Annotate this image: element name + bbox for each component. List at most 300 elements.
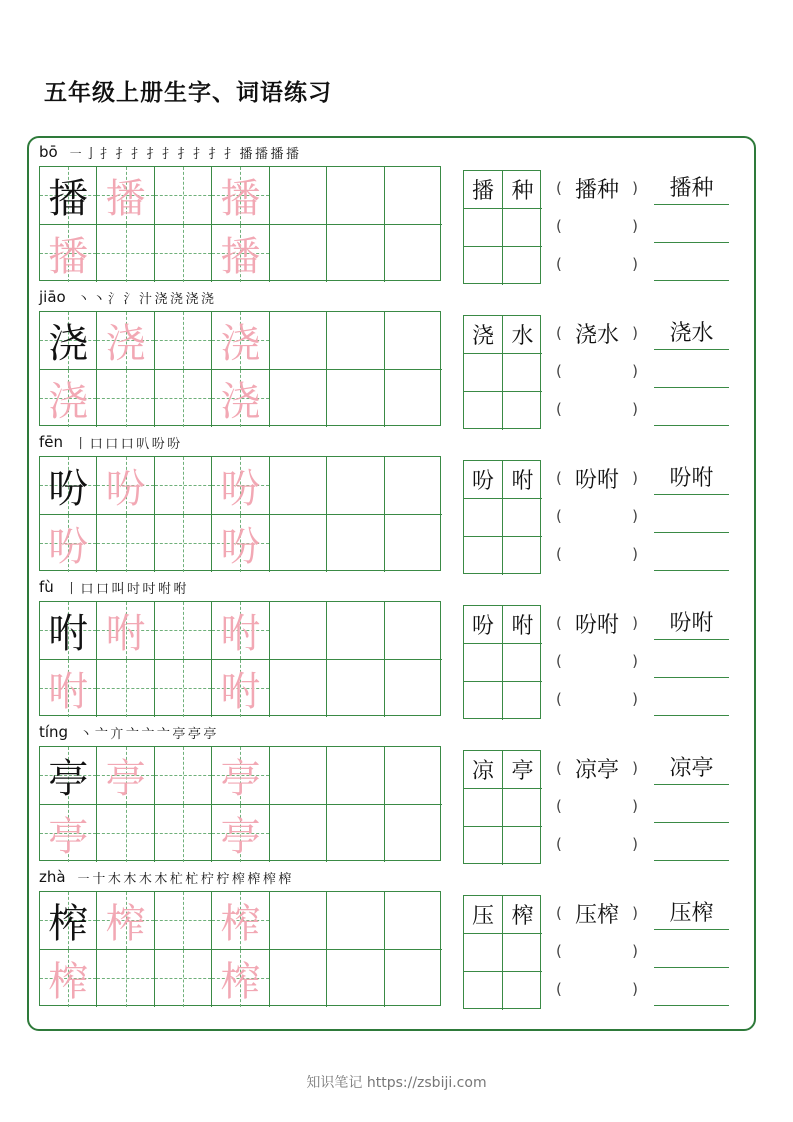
model-character: 榨 xyxy=(48,900,89,947)
stroke-step: 榨 xyxy=(262,871,276,887)
writing-cell[interactable] xyxy=(327,660,384,718)
word-cell[interactable] xyxy=(464,461,503,499)
paren-open: ( xyxy=(556,362,562,380)
stroke-step: 柠 xyxy=(200,871,214,887)
trace-character: 吩 xyxy=(48,523,89,570)
trace-character: 浇 xyxy=(220,378,261,425)
stroke-step: 口 xyxy=(105,436,119,452)
stroke-step: 叭 xyxy=(136,436,150,452)
writing-cell[interactable] xyxy=(97,167,154,225)
stroke-step: 丶 xyxy=(79,726,93,742)
paren-answer[interactable] xyxy=(556,315,638,351)
stroke-step: 榨 xyxy=(231,871,245,887)
answer-line[interactable] xyxy=(654,242,729,243)
writing-cell[interactable] xyxy=(270,747,327,805)
writing-cell[interactable] xyxy=(270,167,327,225)
pinyin-stroke-row xyxy=(39,720,218,744)
word-character: 凉 xyxy=(471,759,494,784)
writing-cell[interactable] xyxy=(327,225,384,283)
writing-cell[interactable] xyxy=(212,515,269,573)
stroke-step: 浇 xyxy=(169,291,183,307)
paren-open: ( xyxy=(556,400,562,418)
stroke-step: 木 xyxy=(138,871,152,887)
stroke-step: 口 xyxy=(89,436,103,452)
word-cell[interactable] xyxy=(464,247,503,285)
paren-answer[interactable] xyxy=(556,681,638,717)
writing-cell[interactable] xyxy=(40,457,97,515)
stroke-step: 十 xyxy=(92,871,106,887)
paren-answer[interactable] xyxy=(556,971,638,1007)
stroke-step: 叫 xyxy=(111,581,125,597)
trace-character: 播 xyxy=(105,175,146,222)
stroke-step: 木 xyxy=(107,871,121,887)
word-cell[interactable] xyxy=(503,896,542,934)
writing-cell[interactable] xyxy=(97,892,154,950)
paren-close: ) xyxy=(632,545,638,563)
writing-cell[interactable] xyxy=(270,602,327,660)
paren-open: ( xyxy=(556,255,562,273)
paren-close: ) xyxy=(632,362,638,380)
trace-character: 榨 xyxy=(105,900,146,947)
stroke-step: 亠 xyxy=(141,726,155,742)
writing-cell[interactable] xyxy=(212,892,269,950)
word-character: 吩 xyxy=(471,614,494,639)
writing-cell[interactable] xyxy=(270,515,327,573)
stroke-step: 扌 xyxy=(130,146,144,162)
paren-close: ) xyxy=(632,255,638,273)
word-cell[interactable] xyxy=(503,606,542,644)
writing-cell[interactable] xyxy=(385,805,442,863)
writing-cell[interactable] xyxy=(155,747,212,805)
word-character: 咐 xyxy=(511,614,534,639)
paren-close: ) xyxy=(632,614,638,632)
stroke-step: 木 xyxy=(123,871,137,887)
stroke-step: 扌 xyxy=(223,146,237,162)
pinyin-label: fēn xyxy=(39,433,64,451)
writing-cell[interactable] xyxy=(40,805,97,863)
writing-cell[interactable] xyxy=(155,167,212,225)
writing-cell[interactable] xyxy=(97,602,154,660)
word-cell[interactable] xyxy=(503,789,542,827)
writing-cell[interactable] xyxy=(40,660,97,718)
writing-cell[interactable] xyxy=(40,225,97,283)
underline-word: 吩咐 xyxy=(654,603,729,640)
stroke-step: 浇 xyxy=(200,291,214,307)
writing-cell[interactable] xyxy=(327,312,384,370)
paren-answer[interactable] xyxy=(556,605,638,641)
writing-cell[interactable] xyxy=(212,805,269,863)
paren-answer[interactable] xyxy=(556,826,638,862)
writing-cell[interactable] xyxy=(212,225,269,283)
writing-cell[interactable] xyxy=(212,167,269,225)
paren-answer[interactable] xyxy=(556,895,638,931)
stroke-step: 亠 xyxy=(94,726,108,742)
writing-cell[interactable] xyxy=(40,167,97,225)
word-cell[interactable] xyxy=(464,751,503,789)
writing-cell[interactable] xyxy=(270,805,327,863)
practice-grid xyxy=(39,746,441,861)
writing-cell[interactable] xyxy=(270,892,327,950)
trace-character: 浇 xyxy=(48,378,89,425)
stroke-step: 氵 xyxy=(107,291,121,307)
writing-cell[interactable] xyxy=(97,225,154,283)
word-cell[interactable] xyxy=(464,896,503,934)
underline-word: 浇水 xyxy=(654,313,729,350)
word-character: 亭 xyxy=(511,759,534,784)
stroke-order xyxy=(73,433,182,452)
word-cell[interactable] xyxy=(464,354,503,392)
stroke-step: 亠 xyxy=(125,726,139,742)
paren-open: ( xyxy=(556,507,562,525)
trace-character: 亭 xyxy=(105,755,146,802)
writing-cell[interactable] xyxy=(40,370,97,428)
trace-character: 播 xyxy=(48,233,89,280)
paren-open: ( xyxy=(556,835,562,853)
model-character: 浇 xyxy=(48,320,89,367)
answer-line[interactable] xyxy=(654,860,729,861)
word-cell[interactable] xyxy=(464,392,503,430)
word-cell[interactable] xyxy=(503,316,542,354)
writing-cell[interactable] xyxy=(385,515,442,573)
practice-section xyxy=(0,865,793,1005)
trace-character: 吩 xyxy=(220,523,261,570)
writing-cell[interactable] xyxy=(97,515,154,573)
paren-answer[interactable] xyxy=(556,208,638,244)
writing-cell[interactable] xyxy=(155,950,212,1008)
stroke-step: 扌 xyxy=(115,146,129,162)
word-cell[interactable] xyxy=(503,392,542,430)
stroke-order xyxy=(76,868,293,887)
writing-cell[interactable] xyxy=(155,225,212,283)
word-cell[interactable] xyxy=(464,537,503,575)
model-character: 播 xyxy=(48,175,89,222)
paren-close: ) xyxy=(632,690,638,708)
trace-character: 咐 xyxy=(220,610,261,657)
model-character: 亭 xyxy=(48,755,89,802)
model-character: 咐 xyxy=(48,610,89,657)
stroke-step: 丨 xyxy=(74,436,88,452)
answer-line[interactable] xyxy=(654,715,729,716)
writing-cell[interactable] xyxy=(155,805,212,863)
stroke-step: 播 xyxy=(254,146,268,162)
writing-cell[interactable] xyxy=(212,950,269,1008)
stroke-step: 杧 xyxy=(185,871,199,887)
paren-answer[interactable] xyxy=(556,391,638,427)
model-character: 吩 xyxy=(48,465,89,512)
paren-answer[interactable] xyxy=(556,643,638,679)
stroke-step: 浇 xyxy=(185,291,199,307)
writing-cell[interactable] xyxy=(97,660,154,718)
stroke-step: 吩 xyxy=(151,436,165,452)
writing-cell[interactable] xyxy=(327,602,384,660)
stroke-step: 吩 xyxy=(167,436,181,452)
writing-cell[interactable] xyxy=(270,225,327,283)
writing-cell[interactable] xyxy=(327,747,384,805)
paren-close: ) xyxy=(632,759,638,777)
word-grid xyxy=(463,750,541,864)
word-cell[interactable] xyxy=(464,606,503,644)
pinyin-label: tíng xyxy=(39,723,69,741)
writing-cell[interactable] xyxy=(212,747,269,805)
paren-close: ) xyxy=(632,904,638,922)
word-cell[interactable] xyxy=(503,751,542,789)
word-cell[interactable] xyxy=(503,499,542,537)
stroke-step: 口 xyxy=(80,581,94,597)
pinyin-label: fù xyxy=(39,578,54,596)
word-cell[interactable] xyxy=(503,537,542,575)
practice-section xyxy=(0,720,793,860)
paren-answer[interactable] xyxy=(556,750,638,786)
answer-line[interactable] xyxy=(654,532,729,533)
stroke-step: 扌 xyxy=(192,146,206,162)
stroke-step: 吋 xyxy=(127,581,141,597)
writing-cell[interactable] xyxy=(385,457,442,515)
word-grid xyxy=(463,315,541,429)
trace-character: 播 xyxy=(220,175,261,222)
word-character: 榨 xyxy=(511,904,534,929)
writing-cell[interactable] xyxy=(385,950,442,1008)
stroke-order xyxy=(78,723,218,742)
paren-close: ) xyxy=(632,942,638,960)
writing-cell[interactable] xyxy=(212,602,269,660)
word-cell[interactable] xyxy=(503,972,542,1010)
trace-character: 亭 xyxy=(48,813,89,860)
word-cell[interactable] xyxy=(503,644,542,682)
writing-cell[interactable] xyxy=(40,747,97,805)
word-character: 种 xyxy=(511,179,534,204)
answer-line[interactable] xyxy=(654,1005,729,1006)
writing-cell[interactable] xyxy=(212,370,269,428)
answer-line[interactable] xyxy=(654,822,729,823)
answer-line[interactable] xyxy=(654,677,729,678)
word-cell[interactable] xyxy=(464,209,503,247)
writing-cell[interactable] xyxy=(270,457,327,515)
paren-word: 播种 xyxy=(574,177,619,203)
writing-cell[interactable] xyxy=(40,950,97,1008)
writing-cell[interactable] xyxy=(327,370,384,428)
word-cell[interactable] xyxy=(503,934,542,972)
writing-cell[interactable] xyxy=(40,892,97,950)
writing-cell[interactable] xyxy=(327,805,384,863)
paren-answer[interactable] xyxy=(556,536,638,572)
word-cell[interactable] xyxy=(503,461,542,499)
writing-cell[interactable] xyxy=(212,312,269,370)
stroke-step: 汁 xyxy=(138,291,152,307)
word-cell[interactable] xyxy=(464,789,503,827)
page-title: 五年级上册生字、词语练习 xyxy=(44,80,332,106)
paren-answer[interactable] xyxy=(556,498,638,534)
pinyin-stroke-row xyxy=(39,430,182,454)
writing-cell[interactable] xyxy=(385,370,442,428)
writing-cell[interactable] xyxy=(270,370,327,428)
writing-cell[interactable] xyxy=(327,167,384,225)
word-cell[interactable] xyxy=(464,972,503,1010)
paren-close: ) xyxy=(632,835,638,853)
stroke-step: ㇐ xyxy=(68,146,82,162)
paren-close: ) xyxy=(632,179,638,197)
stroke-step: 亅 xyxy=(84,146,98,162)
paren-open: ( xyxy=(556,904,562,922)
writing-cell[interactable] xyxy=(40,312,97,370)
pinyin-label: bō xyxy=(39,143,58,161)
writing-cell[interactable] xyxy=(155,892,212,950)
paren-close: ) xyxy=(632,980,638,998)
paren-word: 浇水 xyxy=(574,322,619,348)
writing-cell[interactable] xyxy=(270,660,327,718)
answer-line[interactable] xyxy=(654,387,729,388)
paren-answer[interactable] xyxy=(556,246,638,282)
paren-word: 压榨 xyxy=(574,902,619,928)
word-cell[interactable] xyxy=(464,316,503,354)
paren-close: ) xyxy=(632,507,638,525)
stroke-step: 榨 xyxy=(247,871,261,887)
writing-cell[interactable] xyxy=(385,312,442,370)
paren-open: ( xyxy=(556,614,562,632)
paren-answer[interactable] xyxy=(556,353,638,389)
writing-cell[interactable] xyxy=(40,602,97,660)
paren-close: ) xyxy=(632,400,638,418)
writing-cell[interactable] xyxy=(385,660,442,718)
word-grid xyxy=(463,170,541,284)
writing-cell[interactable] xyxy=(327,950,384,1008)
answer-line[interactable] xyxy=(654,280,729,281)
underline-word: 压榨 xyxy=(654,893,729,930)
stroke-order xyxy=(76,288,216,307)
stroke-step: 浇 xyxy=(154,291,168,307)
practice-section xyxy=(0,575,793,715)
writing-cell[interactable] xyxy=(385,892,442,950)
writing-cell[interactable] xyxy=(327,515,384,573)
word-character: 播 xyxy=(471,179,494,204)
writing-cell[interactable] xyxy=(97,370,154,428)
paren-open: ( xyxy=(556,652,562,670)
writing-cell[interactable] xyxy=(385,225,442,283)
word-cell[interactable] xyxy=(464,644,503,682)
practice-section xyxy=(0,430,793,570)
paren-open: ( xyxy=(556,545,562,563)
word-cell[interactable] xyxy=(464,171,503,209)
practice-grid xyxy=(39,166,441,281)
writing-cell[interactable] xyxy=(385,602,442,660)
word-cell[interactable] xyxy=(503,209,542,247)
practice-grid xyxy=(39,891,441,1006)
paren-close: ) xyxy=(632,797,638,815)
word-cell[interactable] xyxy=(464,934,503,972)
paren-answer[interactable] xyxy=(556,788,638,824)
word-cell[interactable] xyxy=(503,247,542,285)
word-cell[interactable] xyxy=(503,171,542,209)
writing-cell[interactable] xyxy=(155,312,212,370)
writing-cell[interactable] xyxy=(155,457,212,515)
writing-cell[interactable] xyxy=(155,602,212,660)
paren-answer[interactable] xyxy=(556,170,638,206)
word-character: 水 xyxy=(511,324,534,349)
writing-cell[interactable] xyxy=(212,660,269,718)
writing-cell[interactable] xyxy=(97,805,154,863)
word-grid xyxy=(463,605,541,719)
paren-open: ( xyxy=(556,217,562,235)
answer-line[interactable] xyxy=(654,570,729,571)
writing-cell[interactable] xyxy=(155,660,212,718)
practice-section xyxy=(0,285,793,425)
word-grid xyxy=(463,460,541,574)
answer-line[interactable] xyxy=(654,967,729,968)
stroke-step: 扌 xyxy=(161,146,175,162)
trace-character: 亭 xyxy=(220,755,261,802)
pinyin-label: zhà xyxy=(39,868,66,886)
underline-word: 播种 xyxy=(654,168,729,205)
stroke-step: 播 xyxy=(285,146,299,162)
writing-cell[interactable] xyxy=(270,312,327,370)
paren-word: 吩咐 xyxy=(574,467,619,493)
stroke-step: 口 xyxy=(120,436,134,452)
paren-answer[interactable] xyxy=(556,933,638,969)
writing-cell[interactable] xyxy=(385,167,442,225)
stroke-step: 榨 xyxy=(278,871,292,887)
stroke-step: 柠 xyxy=(216,871,230,887)
writing-cell[interactable] xyxy=(40,515,97,573)
stroke-step: 播 xyxy=(239,146,253,162)
writing-cell[interactable] xyxy=(97,950,154,1008)
stroke-step: 扌 xyxy=(99,146,113,162)
paren-word: 凉亭 xyxy=(574,757,619,783)
stroke-step: 氵 xyxy=(123,291,137,307)
trace-character: 浇 xyxy=(105,320,146,367)
writing-cell[interactable] xyxy=(155,370,212,428)
pinyin-stroke-row xyxy=(39,575,188,599)
writing-cell[interactable] xyxy=(97,747,154,805)
stroke-step: 亭 xyxy=(187,726,201,742)
word-cell[interactable] xyxy=(503,827,542,865)
writing-cell[interactable] xyxy=(155,515,212,573)
writing-cell[interactable] xyxy=(270,950,327,1008)
trace-character: 咐 xyxy=(48,668,89,715)
writing-cell[interactable] xyxy=(327,892,384,950)
writing-cell[interactable] xyxy=(97,312,154,370)
pinyin-label: jiāo xyxy=(39,288,66,306)
word-cell[interactable] xyxy=(503,682,542,720)
pinyin-stroke-row xyxy=(39,140,300,164)
writing-cell[interactable] xyxy=(385,747,442,805)
paren-answer[interactable] xyxy=(556,460,638,496)
stroke-order xyxy=(64,578,188,597)
trace-character: 吩 xyxy=(105,465,146,512)
writing-cell[interactable] xyxy=(97,457,154,515)
word-cell[interactable] xyxy=(464,499,503,537)
stroke-step: 口 xyxy=(96,581,110,597)
trace-character: 播 xyxy=(220,233,261,280)
word-cell[interactable] xyxy=(464,682,503,720)
paren-open: ( xyxy=(556,469,562,487)
writing-cell[interactable] xyxy=(212,457,269,515)
stroke-step: 咐 xyxy=(158,581,172,597)
pinyin-stroke-row xyxy=(39,865,293,889)
word-cell[interactable] xyxy=(503,354,542,392)
word-cell[interactable] xyxy=(464,827,503,865)
answer-line[interactable] xyxy=(654,425,729,426)
underline-word: 吩咐 xyxy=(654,458,729,495)
stroke-step: 咐 xyxy=(173,581,187,597)
practice-section xyxy=(0,140,793,280)
paren-close: ) xyxy=(632,217,638,235)
paren-word: 吩咐 xyxy=(574,612,619,638)
paren-open: ( xyxy=(556,690,562,708)
paren-close: ) xyxy=(632,652,638,670)
trace-character: 榨 xyxy=(48,958,89,1005)
writing-cell[interactable] xyxy=(327,457,384,515)
footer-watermark: 知识笔记 https://zsbiji.com xyxy=(306,1075,487,1091)
stroke-step: 木 xyxy=(154,871,168,887)
